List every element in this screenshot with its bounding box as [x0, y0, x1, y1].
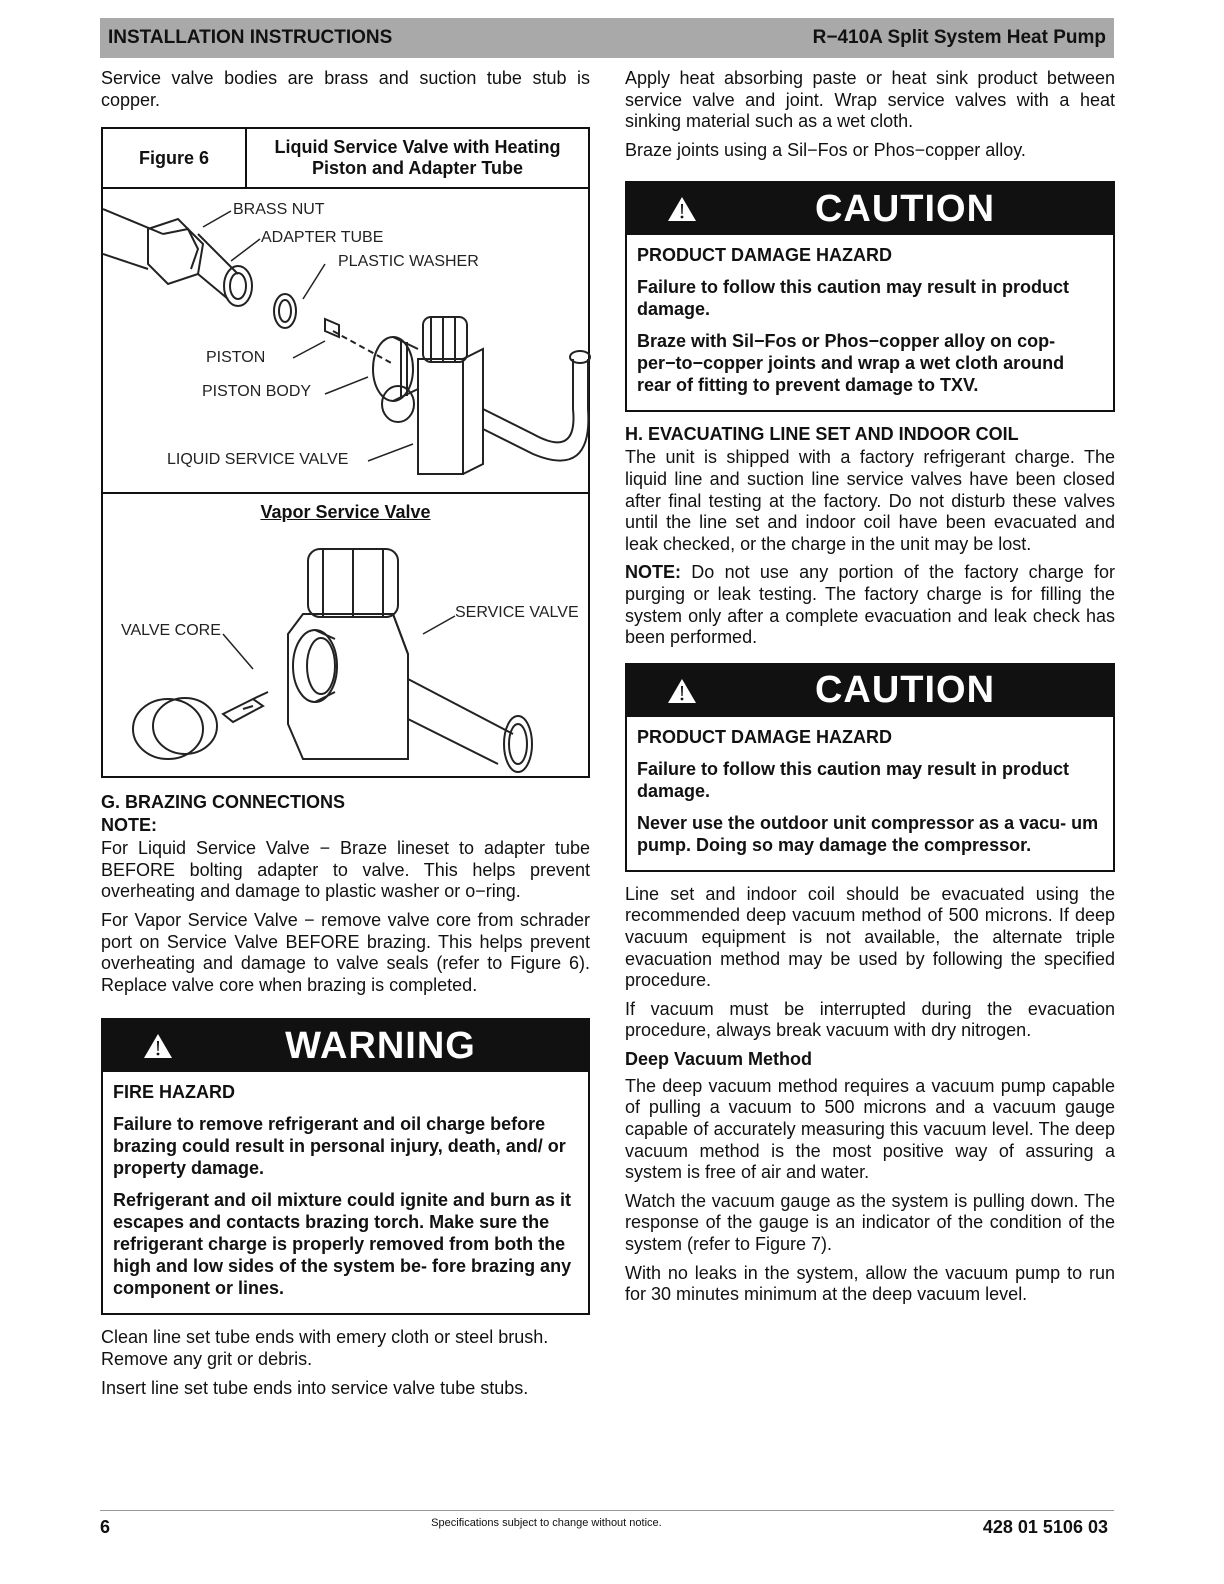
caution-box-1 [625, 181, 1115, 412]
vacuum-interrupt-paragraph: If vacuum must be interrupted during the evacuation procedure, always break vacuum with dry nitrogen. [625, 998, 1115, 1041]
warning-band [103, 1020, 588, 1072]
page-number: 6 [100, 1517, 111, 1537]
caution-triangle-icon [627, 196, 737, 222]
evacuating-heading: H. EVACUATING LINE SET AND INDOOR COIL [625, 424, 1019, 445]
evacuating-note [625, 562, 1115, 648]
deep-vacuum-paragraph: The deep vacuum method requires a vacuum pump capable of pulling a vacuum to 500 microns and a vacuum gauge capable of accurately measuring this vacuum level. The deep vacuum method is the most positive way of assuring a system is free of air and water. [625, 1075, 1115, 1183]
label-adapter-tube: ADAPTER TUBE [261, 229, 384, 247]
insert-tube-paragraph: Insert line set tube ends into service valve tube stubs. [101, 1377, 529, 1398]
caution-1-paragraph-1: Failure to follow this caution may result in product damage. [637, 277, 1070, 320]
braze-joints-paragraph: Braze joints using a Sil−Fos or Phos−copper alloy. [625, 139, 1026, 160]
warning-hazard: FIRE HAZARD [113, 1082, 235, 1103]
left-column [101, 68, 590, 1406]
document-number: 428 01 5106 03 [982, 1517, 1108, 1537]
no-leaks-paragraph: With no leaks in the system, allow the vacuum pump to run for 30 minutes minimum at the deep vacuum level. [625, 1262, 1115, 1305]
figure-title: Liquid Service Valve with Heating Piston and Adapter Tube [274, 137, 561, 179]
brazing-heading: G. BRAZING CONNECTIONS [101, 792, 346, 813]
warning-paragraph-2: Refrigerant and oil mixture could ignite and burn as it escapes and contacts brazing torch. Make sure the refrigerant charge is properly removed from both the high and low sides of the system be- fore brazing any component or lines. [113, 1190, 572, 1299]
figure-header [103, 129, 588, 189]
deep-vacuum-heading: Deep Vacuum Method [625, 1048, 813, 1069]
page-footer [100, 1510, 1114, 1538]
brazing-paragraph-2: For Vapor Service Valve − remove valve core from schrader port on Service Valve BEFORE brazing. This helps prevent overheating and damage to valve seals (refer to Figure 6). Replace valve core when brazing is completed. [101, 909, 590, 995]
liquid-valve-diagram [103, 189, 588, 494]
caution-word-1: CAUTION [814, 187, 996, 230]
vapor-service-valve-title: Vapor Service Valve [260, 502, 431, 523]
clean-tube-paragraph: Clean line set tube ends with emery cloth or steel brush. Remove any grit or debris. [101, 1327, 549, 1369]
caution-triangle-icon [627, 678, 737, 704]
label-valve-core: VALVE CORE [121, 622, 221, 640]
right-column [625, 68, 1115, 1313]
evacuating-paragraph: The unit is shipped with a factory refrigerant charge. The liquid line and suction line service valves have been closed after final testing at the factory. Do not disturb these valves until the line set and indoor coil have been evacuated and leak checked, or the charge in the unit may be lost. [625, 447, 1115, 554]
intro-paragraph: Service valve bodies are brass and suction tube stub is copper. [101, 68, 590, 110]
caution-1-paragraph-2: Braze with Sil−Fos or Phos−copper alloy on cop- per−to−copper joints and wrap a wet cloth around rear of fitting to prevent damage to TXV. [637, 331, 1065, 396]
caution-2-paragraph-1: Failure to follow this caution may result in product damage. [637, 758, 1070, 801]
label-brass-nut: BRASS NUT [233, 201, 325, 219]
figure-number: Figure 6 [103, 129, 247, 187]
caution-word-2: CAUTION [814, 669, 996, 712]
brazing-paragraph-1: For Liquid Service Valve − Braze lineset to adapter tube BEFORE bolting adapter to valve. This helps prevent overheating and damage to plastic washer or o−ring. [101, 838, 590, 902]
warning-word: WARNING [285, 1024, 476, 1067]
page-header-bar [100, 18, 1114, 58]
caution-band-2 [627, 665, 1113, 717]
warning-triangle-icon [103, 1033, 213, 1059]
header-left-title: INSTALLATION INSTRUCTIONS [108, 27, 393, 48]
caution-hazard-1: PRODUCT DAMAGE HAZARD [637, 245, 892, 266]
footer-note: Specifications subject to change without notice. [431, 1517, 662, 1529]
figure-6 [101, 127, 590, 778]
brazing-note-label: NOTE: [101, 815, 157, 836]
line-set-paragraph: Line set and indoor coil should be evacuated using the recommended deep vacuum method of 500 microns. If deep vacuum equipment is not available, the alternate triple evacuation method may be used by following the specified procedure. [625, 883, 1115, 991]
evacuating-note-label: NOTE: [625, 562, 681, 583]
caution-band-1 [627, 183, 1113, 235]
heat-paste-paragraph: Apply heat absorbing paste or heat sink product between service valve and joint. Wrap service valves with a heat sinking material such as a wet cloth. [625, 68, 1115, 132]
label-piston: PISTON [206, 349, 266, 367]
label-plastic-washer: PLASTIC WASHER [338, 253, 479, 271]
label-liquid-service-valve: LIQUID SERVICE VALVE [167, 451, 349, 469]
warning-paragraph-1: Failure to remove refrigerant and oil charge before brazing could result in personal injury, death, and/ or property damage. [113, 1114, 566, 1179]
caution-hazard-2: PRODUCT DAMAGE HAZARD [637, 726, 892, 747]
warning-box [101, 1018, 590, 1315]
header-right-title: R−410A Split System Heat Pump [812, 27, 1106, 48]
vapor-valve-diagram [103, 494, 588, 776]
label-piston-body: PISTON BODY [202, 383, 312, 401]
watch-gauge-paragraph: Watch the vacuum gauge as the system is pulling down. The response of the gauge is an indicator of the condition of the system (refer to Figure 7). [625, 1190, 1115, 1255]
caution-box-2 [625, 663, 1115, 872]
evacuating-note-text: Do not use any portion of the factory charge for purging or leak testing. The factory charge is for filling the system only after a complete evacuation and leak check has been performed. [625, 562, 1115, 648]
label-service-valve: SERVICE VALVE [455, 604, 579, 622]
caution-2-paragraph-2: Never use the outdoor unit compressor as a vacu- um pump. Doing so may damage the compressor. [637, 812, 1099, 855]
